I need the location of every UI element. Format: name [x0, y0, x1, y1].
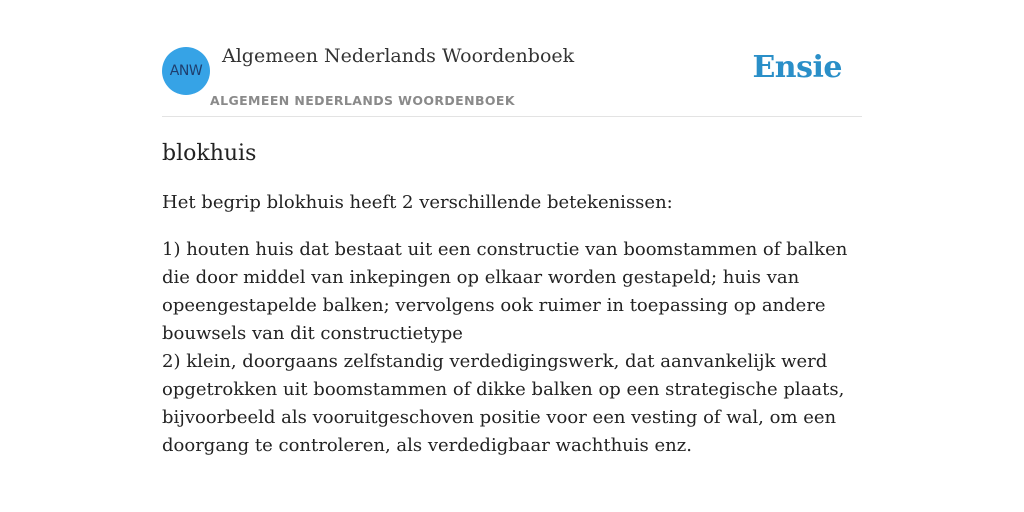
- entry-content: [162, 138, 862, 460]
- dictionary-subtitle: ALGEMEEN NEDERLANDS WOORDENBOEK: [210, 93, 515, 108]
- header: [162, 0, 862, 117]
- meanings-list: [162, 236, 862, 460]
- dictionary-title[interactable]: Algemeen Nederlands Woordenboek: [222, 45, 575, 67]
- meaning-item: 2) klein, doorgaans zelfstandig verdedigingswerk, dat aanvankelijk werd opgetrokken uit boomstammen of dikke balken op een strategische plaats, bijvoorbeeld als vooruitgeschoven positie voor een vesting of wal, om een doorgang te controleren, als verdedigbaar wachthuis enz.: [162, 351, 845, 456]
- anw-logo-text: ANW: [169, 63, 203, 79]
- ensie-brand-logo[interactable]: Ensie: [752, 50, 842, 85]
- anw-logo[interactable]: [162, 47, 210, 95]
- meaning-item: 1) houten huis dat bestaat uit een constructie van boomstammen of balken die door middel van inkepingen op elkaar worden gestapeld; huis van opeengestapelde balken; vervolgens ook ruimer in toepassing op andere bouwsels van dit constructietype: [162, 239, 848, 344]
- entry-headword: blokhuis: [162, 141, 257, 166]
- entry-intro: Het begrip blokhuis heeft 2 verschillende betekenissen:: [162, 192, 673, 213]
